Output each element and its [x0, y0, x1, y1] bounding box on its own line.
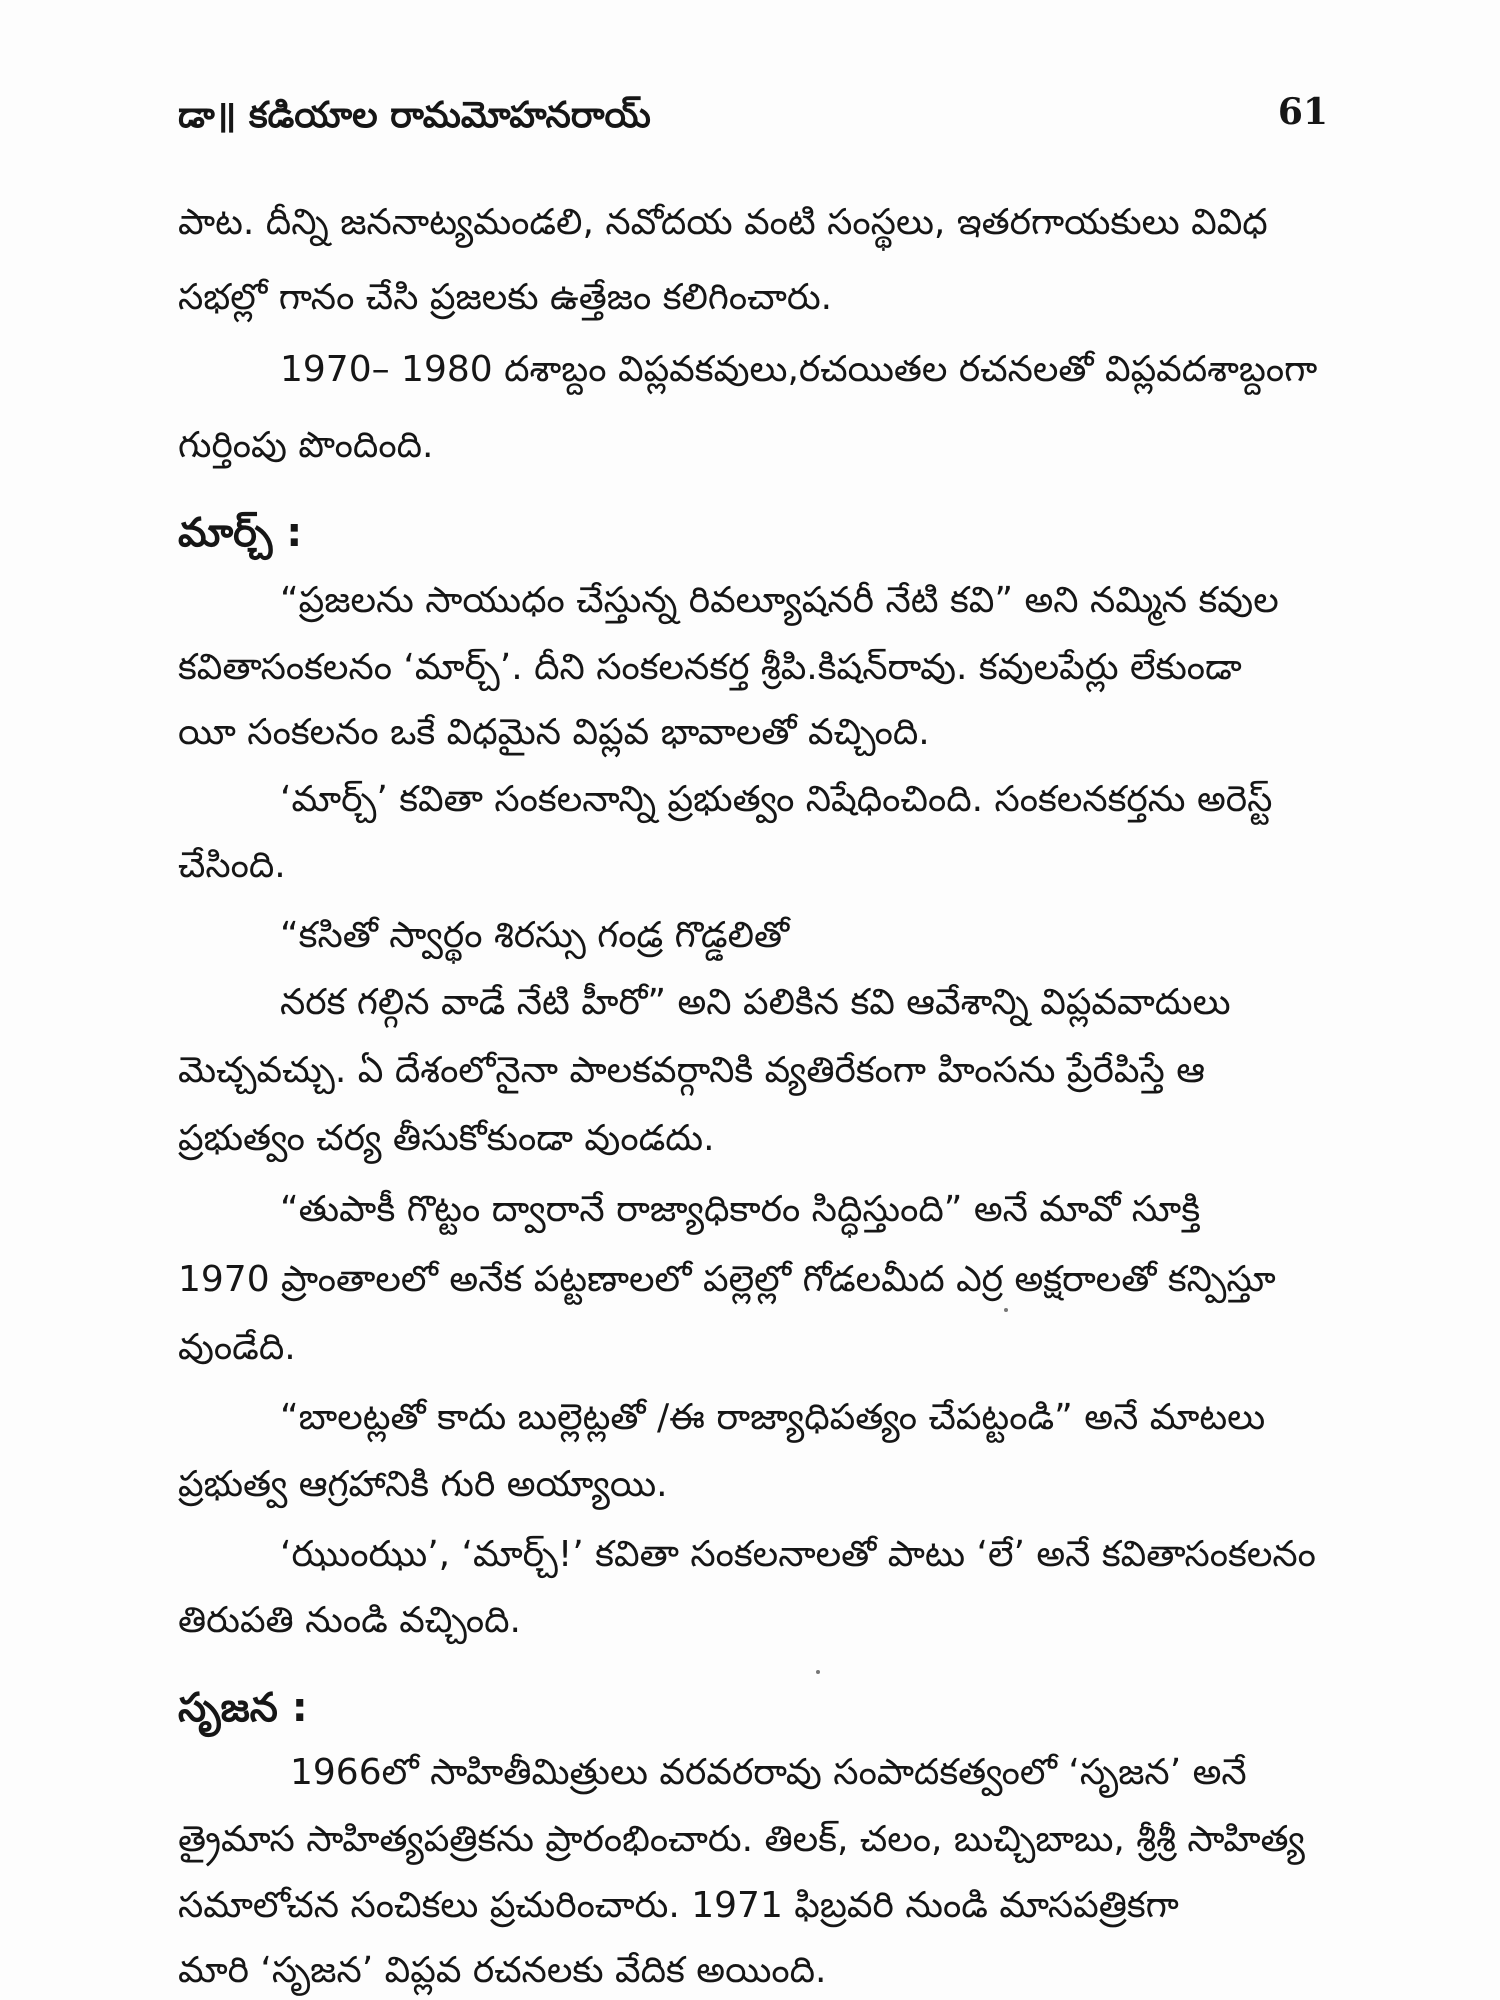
page-header — [178, 91, 1328, 155]
text-line: చేసింది. — [178, 845, 286, 886]
text-line: తిరుపతి నుండి వచ్చింది. — [178, 1600, 521, 1641]
text-line: 1970– 1980 దశాబ్దం విప్లవకవులు,రచయితల రచనలతో విప్లవదశాబ్దంగా — [280, 349, 1318, 390]
text-line: మెచ్చవచ్చు. ఏ దేశంలోనైనా పాలకవర్గానికి వ్యతిరేకంగా హింసను ప్రేరేపిస్తే ఆ — [178, 1050, 1205, 1091]
text-line: 1970 ప్రాంతాలలో అనేక పట్టణాలలో పల్లెల్లో గోడలమీద ఎర్ర అక్షరాలతో కన్పిస్తూ — [178, 1259, 1276, 1300]
text-line: ‘ఝుంఝు’, ‘మార్చ్!’ కవితా సంకలనాలతో పాటు ‘లే’ అనే కవితాసంకలనం — [280, 1534, 1316, 1575]
text-line: ప్రభుత్వ ఆగ్రహానికి గురి అయ్యాయి. — [178, 1464, 668, 1505]
text-line: గుర్తింపు పొందింది. — [178, 425, 434, 466]
text-line: సభల్లో గానం చేసి ప్రజలకు ఉత్తేజం కలిగించారు. — [178, 277, 833, 318]
text-line: వుండేది. — [178, 1327, 296, 1368]
section-heading-march: మార్చ్ : — [178, 510, 303, 556]
running-head: డా॥ కడియాల రామమోహనరాయ్ — [178, 95, 651, 136]
text-line: ‘మార్చ్’ కవితా సంకలనాన్ని ప్రభుత్వం నిషేధించింది. సంకలనకర్తను అరెస్ట్ — [280, 779, 1273, 820]
text-line: పాట. దీన్ని జననాట్యమండలి, నవోదయ వంటి సంస్థలు, ఇతరగాయకులు వివిధ — [178, 202, 1268, 243]
text-line: “కసితో స్వార్థం శిరస్సు గండ్ర గొడ్డలితో — [280, 915, 790, 956]
text-line: యీ సంకలనం ఒకే విధమైన విప్లవ భావాలతో వచ్చింది. — [178, 712, 930, 753]
scan-speck — [1004, 1308, 1008, 1312]
text-line: “తుపాకీ గొట్టం ద్వారానే రాజ్యాధికారం సిద్ధిస్తుంది” అనే మావో సూక్తి — [280, 1189, 1201, 1230]
text-line: త్రైమాస సాహిత్యపత్రికను ప్రారంభించారు. తిలక్, చలం, బుచ్చిబాబు, శ్రీశ్రీ సాహిత్య — [178, 1819, 1305, 1860]
page-number: 61 — [1277, 91, 1328, 133]
section-heading-srujana: సృజన : — [178, 1685, 308, 1731]
text-line: సమాలోచన సంచికలు ప్రచురించారు. 1971 ఫిబ్రవరి నుండి మాసపత్రికగా — [178, 1885, 1179, 1926]
scan-speck — [816, 1670, 820, 1674]
text-line: మారి ‘సృజన’ విప్లవ రచనలకు వేదిక అయింది. — [178, 1950, 827, 1991]
text-line: “బాలట్లతో కాదు బుల్లెట్లతో /ఈ రాజ్యాధిపత్యం చేపట్టండి” అనే మాటలు — [280, 1397, 1266, 1438]
text-line: 1966లో సాహితీమిత్రులు వరవరరావు సంపాదకత్వంలో ‘సృజన’ అనే — [290, 1752, 1247, 1793]
text-line: నరక గల్గిన వాడే నేటి హీరో” అని పలికిన కవి ఆవేశాన్ని విప్లవవాదులు — [280, 982, 1231, 1023]
text-line: ప్రభుత్వం చర్య తీసుకోకుండా వుండదు. — [178, 1118, 715, 1159]
text-line: కవితాసంకలనం ‘మార్చ్’. దీని సంకలనకర్త శ్రీపి.కిషన్‌రావు. కవులపేర్లు లేకుండా — [178, 647, 1242, 688]
text-line: “ప్రజలను సాయుధం చేస్తున్న రివల్యూషనరీ నేటి కవి” అని నమ్మిన కవుల — [280, 580, 1279, 621]
